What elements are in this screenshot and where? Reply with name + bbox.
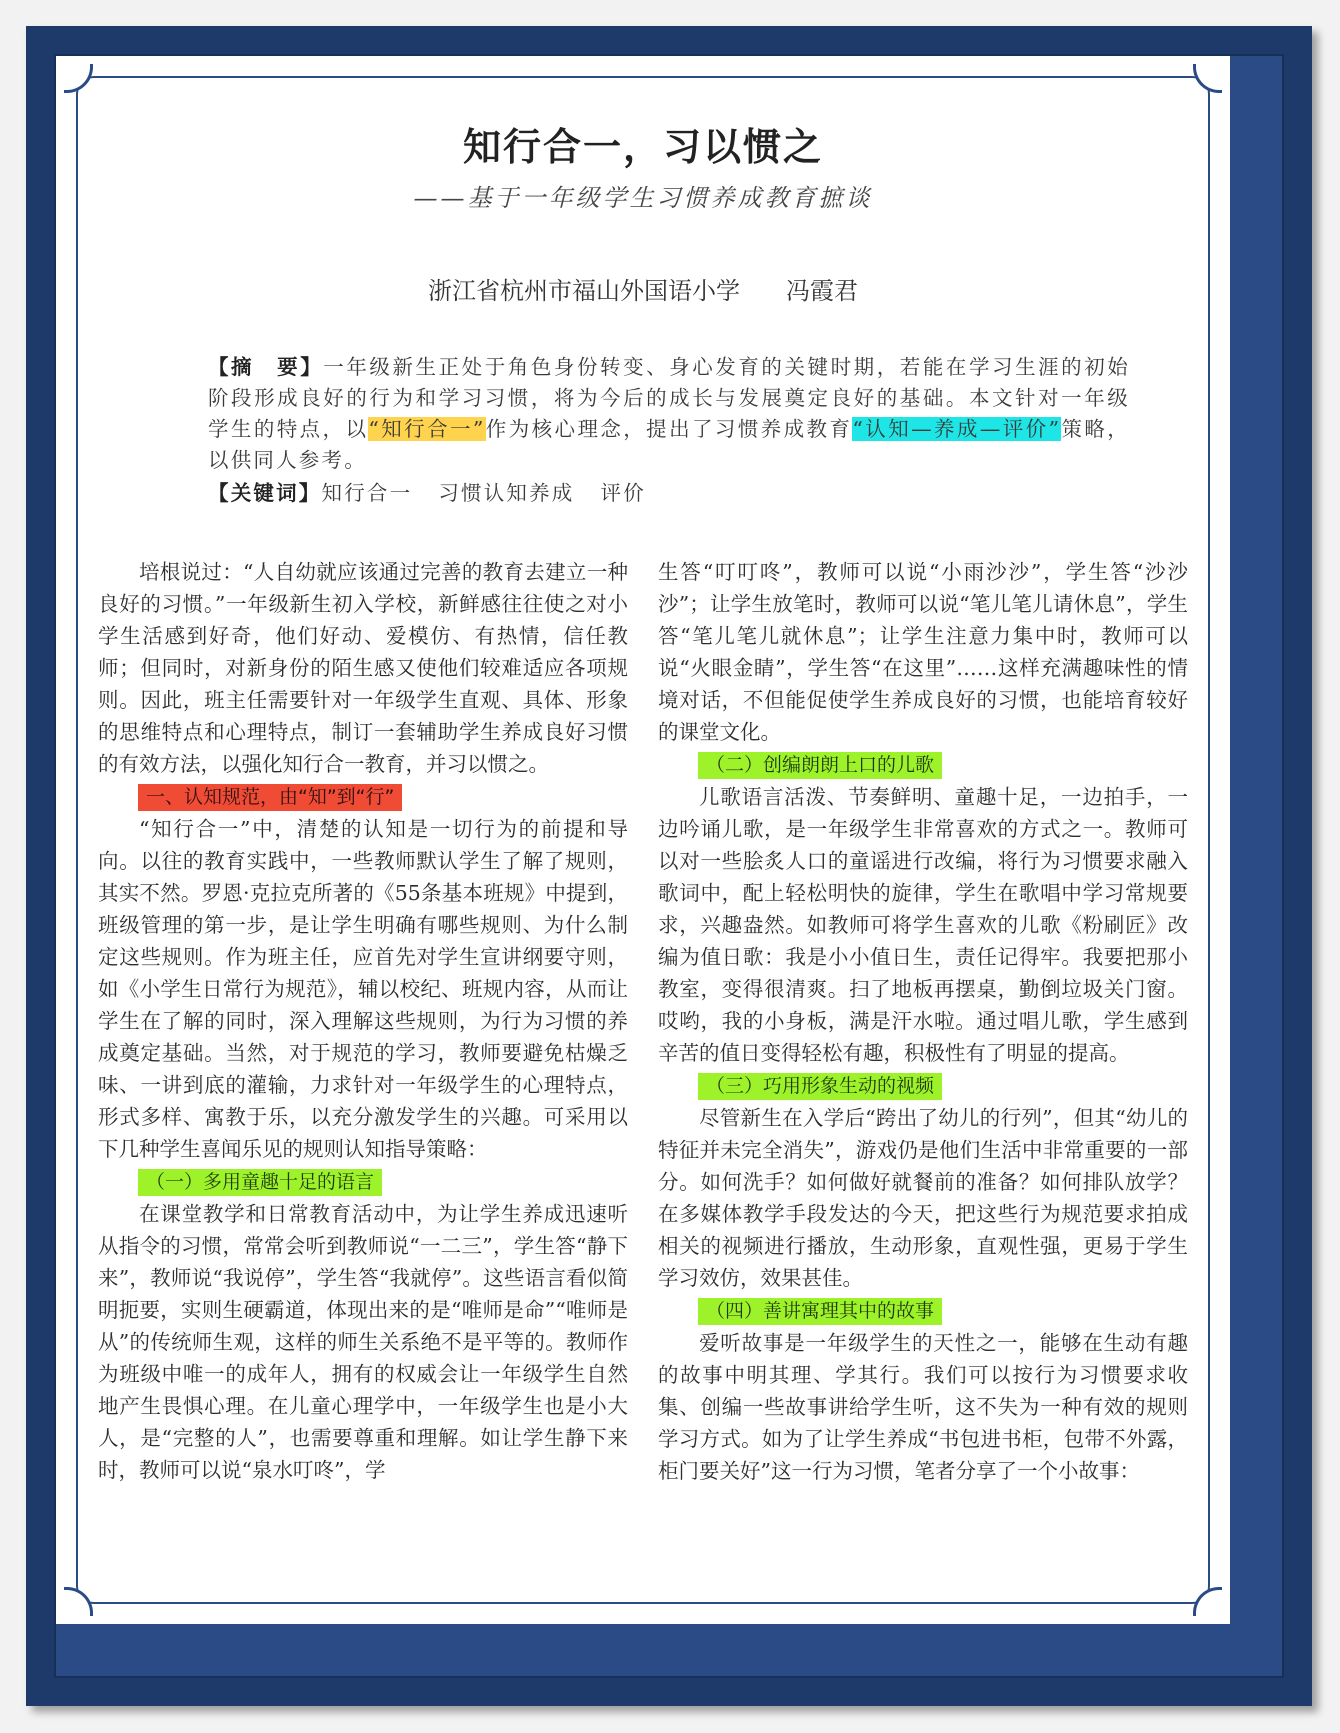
keywords-line <box>160 478 1130 509</box>
author-name: 冯霞君 <box>786 277 858 305</box>
abstract-text-1: 一年级新生正处于角色身份转变、身心发育的关键时期，若能在学习生涯的初始阶段形成良好的行为和学习习惯，将为今后的成长与发展奠定良好的基础。本文针对一年级学生的特点，以 <box>208 355 1130 441</box>
subsection-3-paragraph: 尽管新生在入学后“跨出了幼儿的行列”，但其“幼儿的特征并未完全消失”，游戏仍是他们生活中非常重要的一部分。如何洗手？如何做好就餐前的准备？如何排队放学？在多媒体教学手段发达的今天，把这些行为规范要求拍成相关的视频进行播放，生动形象，直观性强，更易于学生学习效仿，效果甚佳。 <box>658 1106 1188 1290</box>
subsection-2-paragraph: 儿歌语言活泼、节奏鲜明、童趣十足，一边拍手，一边吟诵儿歌，是一年级学生非常喜欢的方式之一。教师可以对一些脍炙人口的童谣进行改编，将行为习惯要求融入歌词中，配上轻松明快的旋律，学生在歌唱中学习常规要求，兴趣盎然。如教师可将学生喜欢的儿歌《粉刷匠》改编为值日歌：我是小小值日生，责任记得牢。我要把那小教室，变得很清爽。扫了地板再摆桌，勤倒垃圾关门窗。哎哟，我的小身板，满是汗水啦。通过唱儿歌，学生感到辛苦的值日变得轻松有趣，积极性有了明显的提高。 <box>658 785 1188 1065</box>
document-page <box>56 56 1230 1624</box>
subsection-4-heading: （四）善讲寓理其中的故事 <box>698 1298 942 1325</box>
subsection-2-heading: （二）创编朗朗上口的儿歌 <box>698 752 942 779</box>
intro-paragraph: 培根说过：“人自幼就应该通过完善的教育去建立一种良好的习惯。”一年级新生初入学校，新鲜感往往使之对小学生活感到好奇，他们好动、爱模仿、有热情，信任教师；但同时，对新身份的陌生感又使他们较难适应各项规则。因此，班主任需要针对一年级学生直观、具体、形象的思维特点和心理特点，制订一套辅助学生养成良好习惯的有效方法，以强化知行合一教育，并习以惯之。 <box>98 560 628 776</box>
abstract-text-2: 作为核心理念，提出了习惯养成教育 <box>485 417 853 441</box>
abstract-highlight-1: “知行合一” <box>368 417 486 441</box>
subsection-1-paragraph: 在课堂教学和日常教育活动中，为让学生养成迅速听从指令的习惯，常常会听到教师说“一二三”，学生答“静下来”，教师说“我说停”，学生答“我就停”。这些语言看似简明扼要，实则生硬霸道，体现出来的是“唯师是命”“唯师是从”的传统师生观，这样的师生关系绝不是平等的。教师作为班级中唯一的成年人，拥有的权威会让一年级学生自然地产生畏惧心理。在儿童心理学中，一年级学生也是小大人，是“完整的人”，也需要尊重和理解。如让学生静下来时，教师可以说“泉水叮咚”，学 <box>98 1202 628 1482</box>
keyword-item: 知行合一 <box>321 481 413 505</box>
continued-paragraph: 生答“叮叮咚”，教师可以说“小雨沙沙”，学生答“沙沙沙”；让学生放笔时，教师可以说“笔儿笔儿请休息”，学生答“笔儿笔儿就休息”；让学生注意力集中时，教师可以说“火眼金睛”，学生答“在这里”……这样充满趣味性的情境对话，不但能促使学生养成良好的习惯，也能培育较好的课堂文化。 <box>658 560 1188 744</box>
article-subtitle: ——基于一年级学生习惯养成教育摭谈 <box>413 184 873 212</box>
section-1-heading: 一、认知规范，由“知”到“行” <box>138 784 402 811</box>
keywords-label: 【关键词】 <box>208 481 322 505</box>
author-line <box>56 271 1230 306</box>
keyword-item: 评价 <box>600 481 646 505</box>
section-1-paragraph: “知行合一”中，清楚的认知是一切行为的前提和导向。以往的教育实践中，一些教师默认学生了解了规则，其实不然。罗恩·克拉克所著的《55条基本班规》中提到，班级管理的第一步，是让学生明确有哪些规则、为什么制定这些规则。作为班主任，应首先对学生宣讲纲要守则，如《小学生日常行为规范》，辅以校纪、班规内容，从而让学生在了解的同时，深入理解这些规则，为行为习惯的养成奠定基础。当然，对于规范的学习，教师要避免枯燥乏味、一讲到底的灌输，力求针对一年级学生的心理特点，形式多样、寓教于乐，以充分激发学生的兴趣。可采用以下几种学生喜闻乐见的规则认知指导策略： <box>98 817 628 1161</box>
subsection-3-heading: （三）巧用形象生动的视频 <box>698 1073 942 1100</box>
article-title: 知行合一，习以惯之 <box>462 125 823 169</box>
subsection-1-heading: （一）多用童趣十足的语言 <box>138 1169 382 1196</box>
left-column <box>98 556 628 1566</box>
right-column <box>658 556 1188 1566</box>
abstract-text-3: 策略，以供同人参考。 <box>208 417 1130 472</box>
abstract-paragraph <box>160 352 1130 476</box>
abstract-block <box>160 352 1130 509</box>
abstract-highlight-2: “认知—养成—评价” <box>852 417 1062 441</box>
article-body <box>98 556 1188 1566</box>
abstract-label: 【摘 要】 <box>208 355 324 379</box>
subsection-4-paragraph: 爱听故事是一年级学生的天性之一，能够在生动有趣的故事中明其理、学其行。我们可以按行为习惯要求收集、创编一些故事讲给学生听，这不失为一种有效的规则学习方式。如为了让学生养成“书包进书柜，包带不外露，柜门要关好”这一行为习惯，笔者分享了一个小故事： <box>658 1331 1188 1483</box>
author-affiliation: 浙江省杭州市福山外国语小学 <box>428 277 740 305</box>
keyword-item: 习惯认知养成 <box>438 481 575 505</box>
